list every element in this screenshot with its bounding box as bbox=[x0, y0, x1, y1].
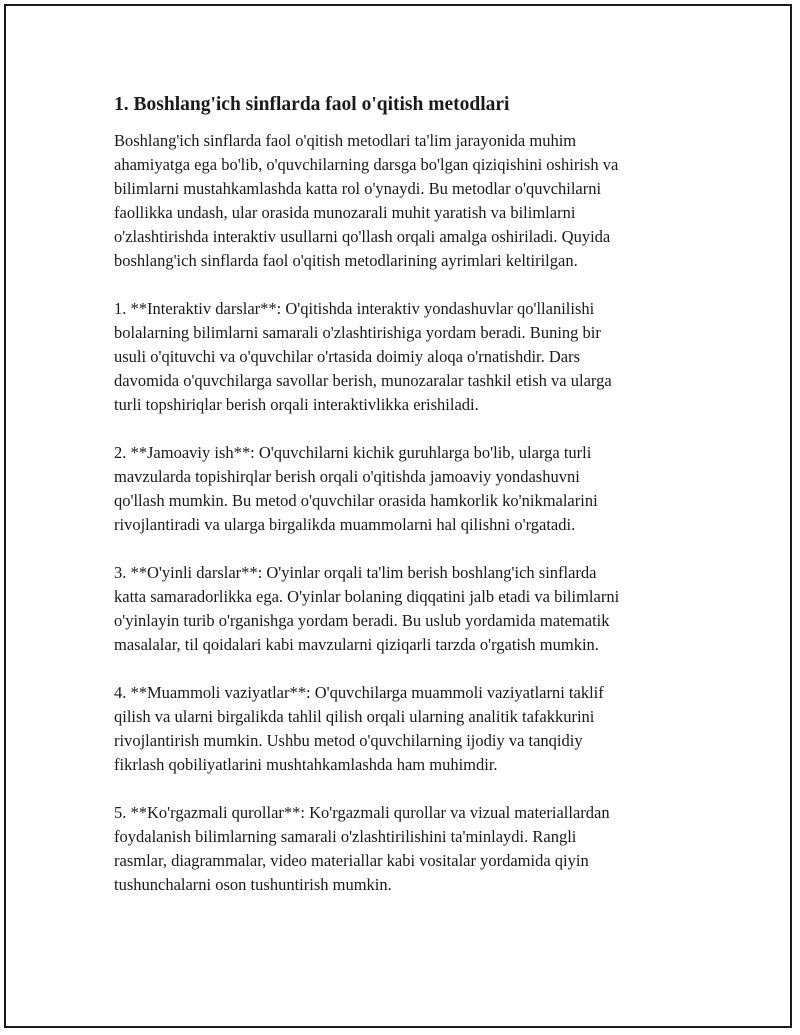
list-item-oyinli-darslar bbox=[114, 561, 694, 657]
text-line: turli topshiriqlar berish orqali interaktivlikka erishiladi. bbox=[114, 395, 479, 414]
text-line: 5. **Ko'rgazmali qurollar**: Ko'rgazmali qurollar va vizual materiallardan bbox=[114, 803, 610, 822]
list-item-jamoaviy-ish bbox=[114, 441, 694, 537]
text-line: katta samaradorlikka ega. O'yinlar bolaning diqqatini jalb etadi va bilimlarni bbox=[114, 587, 620, 606]
text-line: rivojlantiradi va ularga birgalikda muammolarni hal qilishni o'rgatadi. bbox=[114, 515, 576, 534]
text-line: o'yinlayin turib o'rganishga yordam beradi. Bu uslub yordamida matematik bbox=[114, 611, 610, 630]
text-line: usuli o'qituvchi va o'quvchilar o'rtasida doimiy aloqa o'rnatishdir. Dars bbox=[114, 347, 581, 366]
document-title: 1. Boshlang'ich sinflarda faol o'qitish metodlari bbox=[114, 94, 510, 115]
text-line: rasmlar, diagrammalar, video materiallar kabi vositalar yordamida qiyin bbox=[114, 851, 589, 870]
list-item-korgazmali-qurollar bbox=[114, 801, 694, 897]
text-line: foydalanish bilimlarning samarali o'zlashtirilishini ta'minlaydi. Rangli bbox=[114, 827, 577, 846]
text-line: qo'llash mumkin. Bu metod o'quvchilar orasida hamkorlik ko'nikmalarini bbox=[114, 491, 598, 510]
text-line: bilimlarni mustahkamlashda katta rol o'ynaydi. Bu metodlar o'quvchilarni bbox=[114, 179, 602, 198]
text-line: mavzularda topishirqlar berish orqali o'qitishda jamoaviy yondashuvni bbox=[114, 467, 580, 486]
text-line: bolalarning bilimlarni samarali o'zlashtirishiga yordam beradi. Buning bir bbox=[114, 323, 601, 342]
list-item-muammoli-vaziyatlar bbox=[114, 681, 694, 777]
text-line: 2. **Jamoaviy ish**: O'quvchilarni kichik guruhlarga bo'lib, ularga turli bbox=[114, 443, 592, 462]
text-line: ahamiyatga ega bo'lib, o'quvchilarning darsga bo'lgan qiziqishini oshirish va bbox=[114, 155, 619, 174]
text-line: tushunchalarni oson tushuntirish mumkin. bbox=[114, 875, 392, 894]
text-line: 1. **Interaktiv darslar**: O'qitishda interaktiv yondashuvlar qo'llanilishi bbox=[114, 299, 595, 318]
text-line: 4. **Muammoli vaziyatlar**: O'quvchilarga muammoli vaziyatlarni taklif bbox=[114, 683, 604, 702]
text-line: qilish va ularni birgalikda tahlil qilish orqali ularning analitik tafakkurini bbox=[114, 707, 595, 726]
text-line: boshlang'ich sinflarda faol o'qitish metodlarining ayrimlari keltirilgan. bbox=[114, 251, 578, 270]
text-line: fikrlash qobiliyatlarini mushtahkamlashda ham muhimdir. bbox=[114, 755, 498, 774]
text-line: 3. **O'yinli darslar**: O'yinlar orqali ta'lim berish boshlang'ich sinflarda bbox=[114, 563, 597, 582]
text-line: davomida o'quvchilarga savollar berish, munozaralar tashkil etish va ularga bbox=[114, 371, 612, 390]
text-line: rivojlantirish mumkin. Ushbu metod o'quvchilarning ijodiy va tanqidiy bbox=[114, 731, 583, 750]
text-line: o'zlashtirishda interaktiv usullarni qo'llash orqali amalga oshiriladi. Quyida bbox=[114, 227, 611, 246]
text-line: faollikka undash, ular orasida munozarali muhit yaratish va bilimlarni bbox=[114, 203, 576, 222]
list-item-interaktiv-darslar bbox=[114, 297, 694, 417]
text-line: masalalar, til qoidalari kabi mavzularni qiziqarli tarzda o'rgatish mumkin. bbox=[114, 635, 599, 654]
intro-paragraph bbox=[114, 129, 694, 273]
document-body bbox=[114, 92, 694, 921]
text-line: Boshlang'ich sinflarda faol o'qitish metodlari ta'lim jarayonida muhim bbox=[114, 131, 577, 150]
